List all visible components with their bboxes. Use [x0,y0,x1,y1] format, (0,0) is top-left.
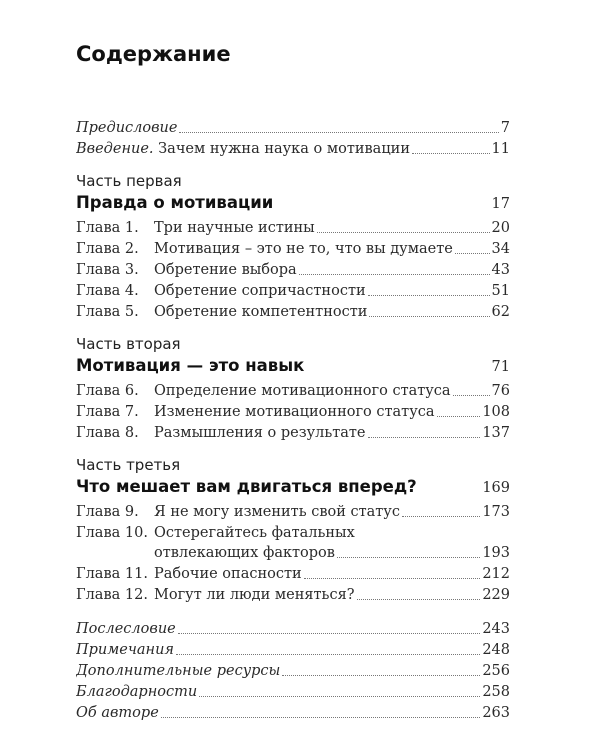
entry-title: Об авторе [76,705,159,721]
entry-title: Примечания [76,642,175,658]
entry-page: 7 [500,120,510,136]
entry-title: Определение мотивационного статуса [154,383,451,399]
toc-entry-preface[interactable] [76,118,510,138]
dot-leader [369,316,489,317]
part-title-entry[interactable] [76,477,510,496]
toc-entry-chapter[interactable] [76,423,510,443]
dot-leader [412,153,490,154]
entry-title: Рабочие опасности [154,566,302,582]
toc-entry-resources[interactable] [76,661,510,681]
entry-title: Обретение компетентности [154,304,368,320]
entry-title: Остерегайтесь фатальных [154,525,355,541]
toc-entry-chapter[interactable] [76,585,510,605]
part-title: Что мешает вам двигаться вперед? [76,477,417,496]
entry-page: 169 [482,480,510,496]
dot-leader [368,437,481,438]
dot-leader [402,516,480,517]
toc-entry-chapter[interactable] [76,281,510,301]
entry-title: Размышления о результате [154,425,366,441]
chapter-number: Глава 12. [76,587,148,603]
entry-page: 212 [482,566,510,582]
chapter-number: Глава 6. [76,383,139,399]
entry-title: Послесловие [76,621,176,637]
chapter-number: Глава 9. [76,504,139,520]
entry-title: Дополнительные ресурсы [76,663,281,679]
entry-title: Могут ли люди меняться? [154,587,355,603]
toc-entry-chapter-line2[interactable] [154,543,510,563]
dot-leader [304,578,481,579]
part-label: Часть первая [76,172,182,190]
dot-leader [299,274,490,275]
dot-leader [179,132,498,133]
toc-entry-notes[interactable] [76,640,510,660]
part-title-entry[interactable] [76,356,510,375]
toc-entry-chapter[interactable] [76,502,510,522]
dot-leader [337,557,480,558]
dot-leader [455,253,490,254]
entry-page: 51 [491,283,510,299]
entry-title: Обретение сопричастности [154,283,366,299]
entry-title: Я не могу изменить свой статус [154,504,400,520]
entry-title: Введение. Зачем нужна наука о мотивации [76,141,410,157]
chapter-number: Глава 3. [76,262,139,278]
dot-leader [161,717,481,718]
part-title: Мотивация — это навык [76,356,305,375]
entry-title-continued: отвлекающих факторов [154,545,335,561]
entry-title: Обретение выбора [154,262,297,278]
entry-title: Мотивация – это не то, что вы думаете [154,241,453,257]
entry-page: 243 [482,621,510,637]
entry-title: Благодарности [76,684,198,700]
entry-page: 193 [482,545,510,561]
toc-entry-chapter[interactable] [76,260,510,280]
toc-entry-chapter[interactable] [76,402,510,422]
toc-entry-about-author[interactable] [76,703,510,723]
chapter-number: Глава 8. [76,425,139,441]
dot-leader [282,675,480,676]
dot-leader [199,696,480,697]
entry-page: 248 [482,642,510,658]
part-title-entry[interactable] [76,193,510,212]
toc-entry-chapter[interactable] [76,564,510,584]
chapter-number: Глава 1. [76,220,139,236]
entry-page: 76 [491,383,510,399]
entry-page: 258 [482,684,510,700]
chapter-number: Глава 7. [76,404,139,420]
dot-leader [453,395,490,396]
toc-entry-acknowledgements[interactable] [76,682,510,702]
chapter-number: Глава 4. [76,283,139,299]
entry-page: 43 [491,262,510,278]
chapter-number: Глава 10. [76,525,148,541]
entry-page: 263 [482,705,510,721]
entry-page: 62 [491,304,510,320]
part-title: Правда о мотивации [76,193,274,212]
chapter-number: Глава 5. [76,304,139,320]
dot-leader [317,232,490,233]
entry-page: 20 [491,220,510,236]
entry-page: 11 [491,141,510,157]
entry-page: 71 [491,359,510,375]
dot-leader [437,416,481,417]
entry-page: 17 [491,196,510,212]
toc-entry-afterword[interactable] [76,619,510,639]
toc-entry-chapter[interactable] [76,381,510,401]
dot-leader [178,633,481,634]
toc-entry-chapter[interactable] [76,239,510,259]
dot-leader [176,654,480,655]
toc-entry-chapter-line1[interactable] [76,523,355,543]
part-label: Часть вторая [76,335,181,353]
entry-page: 137 [482,425,510,441]
entry-page: 108 [482,404,510,420]
toc-entry-chapter[interactable] [76,218,510,238]
entry-page: 34 [491,241,510,257]
chapter-number: Глава 2. [76,241,139,257]
entry-page: 256 [482,663,510,679]
entry-page: 229 [482,587,510,603]
entry-page: 173 [482,504,510,520]
entry-title: Три научные истины [154,220,315,236]
entry-title: Предисловие [76,120,178,136]
dot-leader [357,599,481,600]
dot-leader [368,295,490,296]
entry-title: Изменение мотивационного статуса [154,404,435,420]
part-label: Часть третья [76,456,181,474]
toc-entry-introduction[interactable] [76,139,510,159]
chapter-number: Глава 11. [76,566,148,582]
page-title: Содержание [76,42,231,66]
toc-entry-chapter[interactable] [76,302,510,322]
